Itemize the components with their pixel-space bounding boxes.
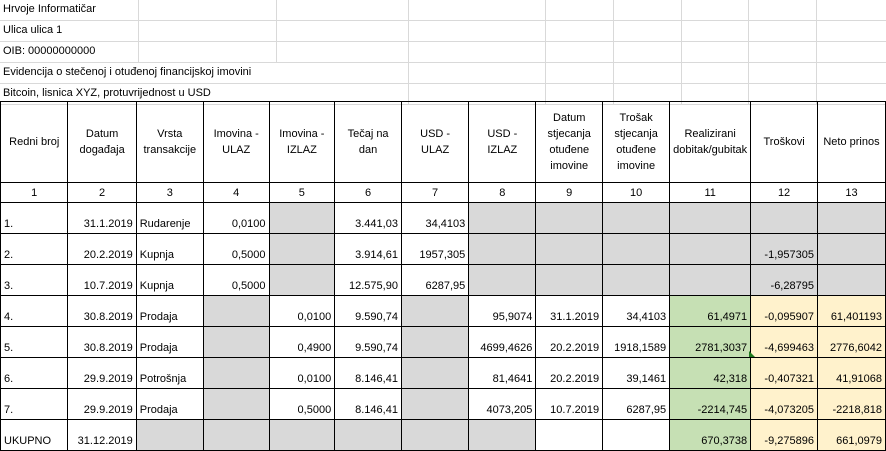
table-cell: 41,91068 [817,358,885,389]
table-cell: 20.2.2019 [68,234,136,265]
column-number: 10 [603,183,670,203]
table-cell: -4,699463 [751,327,818,358]
table-cell [817,203,885,234]
column-header: Realizirani dobitak/gubitak [670,102,751,183]
column-number: 12 [751,183,818,203]
table-row [1,265,886,296]
table-cell: 6287,95 [603,389,670,420]
column-header: Imovina - IZLAZ [269,102,335,183]
table-cell: -1,957305 [751,234,818,265]
table-cell [469,420,536,451]
table-cell: 29.9.2019 [68,358,136,389]
table-cell: 0,5000 [203,265,269,296]
table-cell: 61,401193 [817,296,885,327]
table-cell: 1957,305 [401,234,468,265]
table-cell: -2218,818 [817,389,885,420]
column-number: 6 [335,183,402,203]
table-cell: -6,28795 [751,265,818,296]
column-number: 11 [670,183,751,203]
table-cell: 2. [1,234,68,265]
table-cell: 95,9074 [469,296,536,327]
table-cell [469,203,536,234]
table-cell [536,420,603,451]
table-cell: 30.8.2019 [68,327,136,358]
table-cell [751,203,818,234]
table-cell [269,420,335,451]
table-row [1,203,886,234]
column-number: 4 [203,183,269,203]
table-row [1,358,886,389]
table-cell: 81,4641 [469,358,536,389]
table-cell: Prodaja [136,327,203,358]
table-cell [670,265,751,296]
table-cell: 5. [1,327,68,358]
table-header-row [1,102,886,183]
table-cell: 34,4103 [401,203,468,234]
table-cell: 0,0100 [269,296,335,327]
column-header: USD - IZLAZ [469,102,536,183]
table-cell: 12.575,90 [335,265,402,296]
column-header: Imovina - ULAZ [203,102,269,183]
table-cell: 20.2.2019 [536,358,603,389]
table-cell [817,234,885,265]
table-cell: -2214,745 [670,389,751,420]
table-cell [536,265,603,296]
table-cell: -0,095907 [751,296,818,327]
table-cell [401,389,468,420]
table-cell: 6287,95 [401,265,468,296]
table-cell [203,358,269,389]
table-cell [203,327,269,358]
total-row [1,420,886,451]
table-cell [269,234,335,265]
table-cell: UKUPNO [1,420,68,451]
table-cell: 31.1.2019 [536,296,603,327]
column-number: 3 [136,183,203,203]
column-header: Troškovi [751,102,818,183]
table-cell [203,389,269,420]
table-cell: Potrošnja [136,358,203,389]
table-cell: 8.146,41 [335,358,402,389]
table-cell: 3.914,61 [335,234,402,265]
table-row [1,234,886,265]
table-cell [670,234,751,265]
table-cell [603,265,670,296]
table-cell [136,420,203,451]
table-cell: 2781,3037 [670,327,751,358]
table-cell: Kupnja [136,234,203,265]
table-cell [536,234,603,265]
table-cell: 0,0100 [203,203,269,234]
column-header: Redni broj [1,102,68,183]
table-cell: Prodaja [136,389,203,420]
table-cell [603,203,670,234]
column-number: 5 [269,183,335,203]
table-cell [817,265,885,296]
table-cell: 39,1461 [603,358,670,389]
table-cell: 61,4971 [670,296,751,327]
table-cell: 8.146,41 [335,389,402,420]
table-cell: 661,0979 [817,420,885,451]
table-cell [401,358,468,389]
table-cell [401,420,468,451]
header-line-company: Hrvoje Informatičar [0,0,886,21]
table-row [1,296,886,327]
table-cell [401,296,468,327]
table-cell [269,265,335,296]
column-header: Datum događaja [68,102,136,183]
table-cell: 30.8.2019 [68,296,136,327]
table-cell [401,327,468,358]
table-cell [603,234,670,265]
table-cell [203,420,269,451]
table-cell: Rudarenje [136,203,203,234]
header-line-oib: OIB: 00000000000 [0,42,886,63]
table-cell: 7. [1,389,68,420]
table-cell: 29.9.2019 [68,389,136,420]
column-number: 9 [536,183,603,203]
table-cell: 4073,205 [469,389,536,420]
column-number: 13 [817,183,885,203]
table-cell: 42,318 [670,358,751,389]
table-cell: 0,5000 [203,234,269,265]
table-cell [469,265,536,296]
table-cell [469,234,536,265]
table-cell: 1918,1589 [603,327,670,358]
table-cell: 9.590,74 [335,296,402,327]
table-cell: -9,275896 [751,420,818,451]
table-cell: Prodaja [136,296,203,327]
table-cell: 3. [1,265,68,296]
table-cell: 4699,4626 [469,327,536,358]
company-header [0,0,886,105]
column-header: Trošak stjecanja otuđene imovine [603,102,670,183]
table-cell: 4. [1,296,68,327]
cell-comment-marker [749,351,755,357]
table-cell: 10.7.2019 [68,265,136,296]
column-header: Datum stjecanja otuđene imovine [536,102,603,183]
header-line-subtitle: Bitcoin, lisnica XYZ, protuvrijednost u USD [0,84,886,105]
table-cell: 0,5000 [269,389,335,420]
table-cell: 2776,6042 [817,327,885,358]
column-number: 1 [1,183,68,203]
table-cell: 0,0100 [269,358,335,389]
column-number: 7 [401,183,468,203]
table-cell [536,203,603,234]
header-line-title: Evidencija o stečenoj i otuđenoj financijskoj imovini [0,63,886,84]
column-header: Vrsta transakcije [136,102,203,183]
table-cell: 670,3738 [670,420,751,451]
column-number: 2 [68,183,136,203]
header-line-address: Ulica ulica 1 [0,21,886,42]
column-header: Tečaj na dan [335,102,402,183]
table-cell [603,420,670,451]
table-cell [203,296,269,327]
table-cell: 0,4900 [269,327,335,358]
table-cell: 3.441,03 [335,203,402,234]
column-number: 8 [469,183,536,203]
table-row [1,389,886,420]
table-cell: 31.12.2019 [68,420,136,451]
table-cell: 10.7.2019 [536,389,603,420]
table-cell: -4,073205 [751,389,818,420]
table-cell: 34,4103 [603,296,670,327]
column-header: USD - ULAZ [401,102,468,183]
table-cell [269,203,335,234]
table-cell: Kupnja [136,265,203,296]
table-cell [670,203,751,234]
table-cell [335,420,402,451]
financial-asset-table [0,101,886,451]
column-header: Neto prinos [817,102,885,183]
table-cell: 9.590,74 [335,327,402,358]
table-cell: 1. [1,203,68,234]
column-number-row [1,183,886,203]
table-cell: 31.1.2019 [68,203,136,234]
table-cell: -0,407321 [751,358,818,389]
table-cell: 20.2.2019 [536,327,603,358]
table-cell: 6. [1,358,68,389]
